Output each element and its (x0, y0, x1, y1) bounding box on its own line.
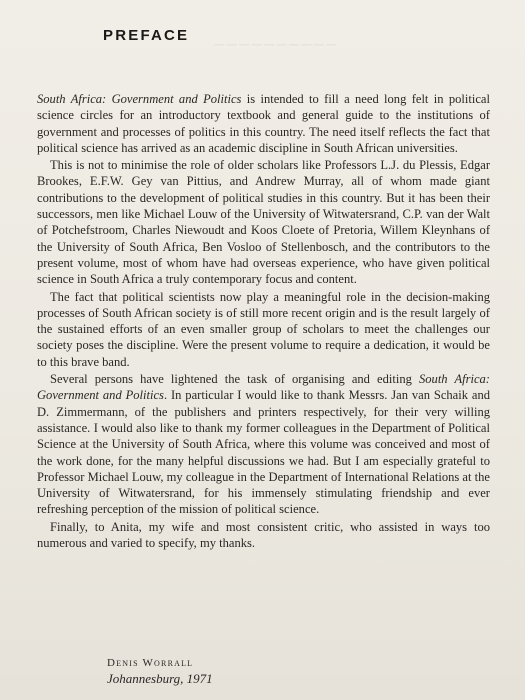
author-signature: Denis Worrall (107, 657, 194, 669)
paragraph-4 (37, 371, 490, 518)
paragraph-5: Finally, to Anita, my wife and most consistent critic, who assisted in ways too numerous and varied to specify, my thanks. (37, 519, 490, 551)
preface-body (37, 91, 490, 551)
paragraph-1-text: is intended to fill a need long felt in political science circles for an introductory textbook and general guide to the institutions of government and processes of politics in this country. The need itself reflects the fact that political science has arrived as an academic discipline in South African universities. (37, 92, 490, 155)
paragraph-3: The fact that political scientists now play a meaningful role in the decision-making processes of South African society is of still more recent origin and is the result largely of the sustained efforts of an even smaller group of scholars to meet the challenges our society poses the discipline. Were the present volume to require a dedication, it would be to this brave band. (37, 289, 490, 369)
paragraph-2: This is not to minimise the role of older scholars like Professors L.J. du Plessis, Edgar Brookes, E.F.W. Gey van Pittius, and Andrew Murray, all of whom made giant contributions to the development of political studies in this country. But it has been their successors, men like Michael Louw of the University of Witwatersrand, C.P. van der Walt of Potchefstroom, Charles Niewoudt and Koos Cloete of Pretoria, Willem Kleynhans of the University of South Africa, Ben Vosloo of Stellenbosch, and the contributors to the present volume, most of whom have had overseas experience, who have given political science in South Africa a truly contemporary focus and content. (37, 158, 490, 287)
paragraph-1 (37, 91, 490, 156)
place-date: Johannesburg, 1971 (107, 671, 213, 686)
book-title-italic: South Africa: Government and Politics (37, 92, 242, 106)
paragraph-4-text-before: Several persons have lightened the task of organising and editing (50, 372, 419, 387)
book-title-italic: South Africa: Government and Politics (37, 372, 490, 403)
paragraph-4-text-after: . In particular I would like to thank Messrs. Jan van Schaik and D. Zimmermann, of the publishers and printers respectively, for their very willing assistance. I would also like to thank my former colleagues in the Department of Political Science at the University of South Africa, where this volume was conceived and most of the work done, for the many helpful discussions we had. But I am especially grateful to Professor Michael Louw, my colleague in the Department of International Relations at the University of Witwatersrand, for his immensely stimulating friendship and ever refreshing perception of the mission of political science. (37, 388, 490, 517)
page-title: PREFACE (103, 27, 190, 44)
show-through-text: ────────── (212, 36, 337, 52)
